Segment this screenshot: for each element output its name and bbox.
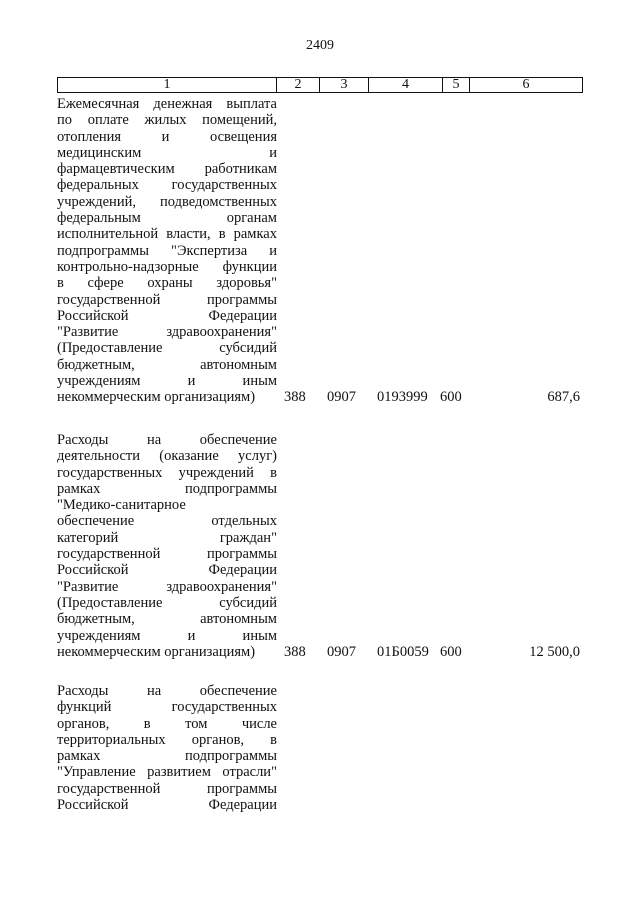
- row-description: [57, 96, 277, 406]
- header-col-6: 6: [470, 78, 583, 93]
- header-col-2: 2: [277, 78, 320, 93]
- row-col2-value: 388: [284, 389, 306, 405]
- description-line: отопления и освещения: [57, 128, 277, 145]
- description-line: "Медико-санитарное: [57, 497, 186, 514]
- description-line: бюджетным, автономным: [57, 611, 277, 628]
- description-line: Расходы на обеспечение: [57, 432, 277, 448]
- description-line: федеральным органам: [57, 210, 277, 227]
- description-line: категорий граждан": [57, 529, 277, 546]
- description-line: учреждениям и иным: [57, 373, 277, 390]
- description-line: медицинским и: [57, 144, 277, 161]
- table-row: [57, 683, 582, 818]
- header-col-5: 5: [443, 78, 470, 93]
- description-line: Расходы на обеспечение: [57, 683, 277, 699]
- description-line: контрольно-надзорные функции: [57, 258, 277, 275]
- description-line: исполнительной власти, в рамках: [57, 226, 277, 243]
- description-line: некоммерческим организациям): [57, 389, 256, 406]
- description-line: "Развитие здравоохранения": [57, 324, 277, 341]
- description-line: Российской Федерации: [57, 797, 277, 814]
- description-line: некоммерческим организациям): [57, 643, 256, 660]
- row-col2-value: 388: [284, 644, 306, 660]
- row-description: [57, 683, 277, 813]
- description-line: территориальных органов, в: [57, 731, 277, 748]
- description-line: органов, в том числе: [57, 715, 277, 732]
- description-line: подпрограммы "Экспертиза и: [57, 242, 277, 259]
- description-line: обеспечение отдельных: [57, 513, 277, 530]
- description-line: по оплате жилых помещений,: [57, 112, 277, 129]
- description-line: государственной программы: [57, 546, 277, 563]
- description-line: в сфере охраны здоровья": [57, 275, 277, 292]
- description-line: федеральных государственных: [57, 177, 277, 194]
- description-line: учреждений, подведомственных: [57, 193, 277, 210]
- description-line: Ежемесячная денежная выплата: [57, 96, 277, 112]
- table-row: [57, 96, 582, 411]
- row-col4-value: 0193999: [377, 389, 428, 405]
- description-line: функций государственных: [57, 699, 277, 716]
- row-col6-value: 12 500,0: [529, 644, 580, 660]
- description-line: фармацевтическим работникам: [57, 161, 277, 178]
- description-line: государственных учреждений в: [57, 464, 277, 481]
- column-header-row: [57, 77, 583, 93]
- description-line: "Развитие здравоохранения": [57, 578, 277, 595]
- header-col-4: 4: [369, 78, 443, 93]
- page-number: 2409: [306, 38, 334, 53]
- description-line: рамках подпрограммы: [57, 748, 277, 765]
- header-col-3: 3: [320, 78, 369, 93]
- row-description: [57, 432, 277, 660]
- description-line: (Предоставление субсидий: [57, 594, 277, 611]
- row-col5-value: 600: [440, 389, 462, 405]
- row-col6-value: 687,6: [547, 389, 580, 405]
- description-line: рамках подпрограммы: [57, 480, 277, 497]
- description-line: "Управление развитием отрасли": [57, 764, 277, 781]
- header-col-1: 1: [58, 78, 277, 93]
- description-line: учреждениям и иным: [57, 627, 277, 644]
- description-line: (Предоставление субсидий: [57, 340, 277, 357]
- description-line: Российской Федерации: [57, 307, 277, 324]
- description-line: Российской Федерации: [57, 562, 277, 579]
- row-col3-value: 0907: [327, 389, 356, 405]
- description-line: государственной программы: [57, 291, 277, 308]
- row-col5-value: 600: [440, 644, 462, 660]
- description-line: бюджетным, автономным: [57, 356, 277, 373]
- row-col3-value: 0907: [327, 644, 356, 660]
- description-line: государственной программы: [57, 780, 277, 797]
- row-col4-value: 01Б0059: [377, 644, 429, 660]
- description-line: деятельности (оказание услуг): [57, 448, 277, 465]
- table-row: [57, 432, 582, 662]
